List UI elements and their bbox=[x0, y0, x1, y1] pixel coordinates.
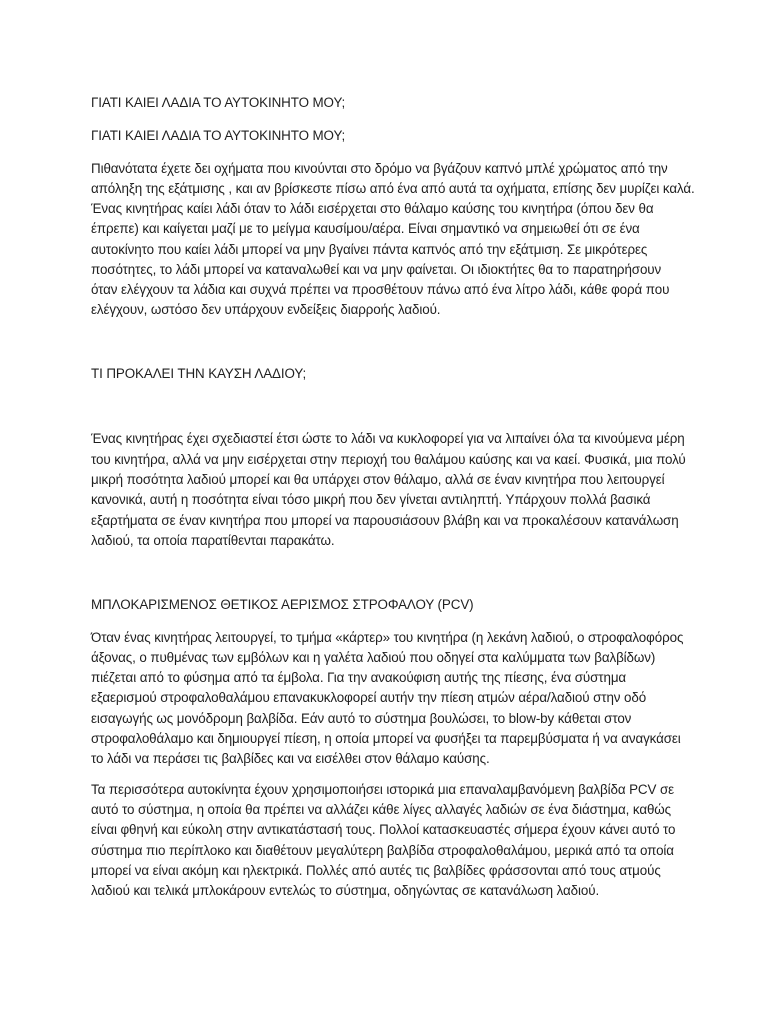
paragraph-line: εισαγωγής ως μονόδρομη βαλβίδα. Εάν αυτό το σύστημα βουλώσει, το blow-by κάθεται στον bbox=[91, 711, 632, 726]
section-heading-causes: ΤΙ ΠΡΟΚΑΛΕΙ ΤΗΝ ΚΑΥΣΗ ΛΑΔΙΟΥ; bbox=[91, 366, 307, 381]
paragraph-line: έπρεπε) και καίγεται μαζί με το μείγμα καυσίμου/αέρα. Είναι σημαντικό να σημειωθεί ότι σε ένα bbox=[91, 221, 640, 236]
paragraph-line: εξαρτήματα σε έναν κινητήρα που μπορεί να παρουσιάσουν βλάβη και να προκαλέσουν κατανάλωση bbox=[91, 513, 679, 528]
section-heading-pcv: ΜΠΛΟΚΑΡΙΣΜΕΝΟΣ ΘΕΤΙΚΟΣ ΑΕΡΙΣΜΟΣ ΣΤΡΟΦΑΛΟΥ (PCV) bbox=[91, 597, 474, 612]
paragraph-line: λαδιού, τα οποία παρατίθενται παρακάτω. bbox=[91, 533, 335, 548]
document-title: ΓΙΑΤΙ ΚΑΙΕΙ ΛΑΔΙΑ ΤΟ ΑΥΤΟΚΙΝΗΤΟ ΜΟΥ; bbox=[91, 95, 346, 110]
paragraph-line: ελέγχουν, ωστόσο δεν υπάρχουν ενδείξεις διαρροής λαδιού. bbox=[91, 302, 441, 317]
paragraph-line: του κινητήρα, αλλά να μην εισέρχεται στην περιοχή του θαλάμου καύσης και να καεί. Φυσικά, μια πολύ bbox=[91, 452, 686, 467]
paragraph-line: Όταν ένας κινητήρας λειτουργεί, το τμήμα «κάρτερ» του κινητήρα (η λεκάνη λαδιού, ο στροφαλοφόρος bbox=[91, 630, 684, 645]
paragraph-line: όταν ελέγχουν τα λάδια και συχνά πρέπει να προσθέτουν πάνω από ένα λίτρο λάδι, κάθε φορά που bbox=[91, 282, 670, 297]
paragraph-line: πιέζεται από το φύσημα από τα έμβολα. Για την ανακούφιση αυτής της πίεσης, ένα σύστημα bbox=[91, 670, 627, 685]
paragraph-line: Τα περισσότερα αυτοκίνητα έχουν χρησιμοποιήσει ιστορικά μια επαναλαμβανόμενη βαλβίδα PCV σε bbox=[91, 782, 674, 797]
paragraph-line: Ένας κινητήρας έχει σχεδιαστεί έτσι ώστε το λάδι να κυκλοφορεί για να λιπαίνει όλα τα κινούμενα μέρη bbox=[91, 431, 685, 446]
paragraph-line: αυτό το σύστημα, η οποία θα πρέπει να αλλάζει κάθε λίγες αλλαγές λαδιών σε ένα διάστημα, καθώς bbox=[91, 802, 672, 817]
paragraph-line: άξονας, ο πυθμένας των εμβόλων και η γαλέτα λαδιού που οδηγεί στα καλύμματα των βαλβίδων) bbox=[91, 650, 656, 665]
paragraph-line: στροφαλοθάλαμο και δημιουργεί πίεση, η οποία μπορεί να φυσήξει τα παρεμβύσματα ή να αναγκάσει bbox=[91, 731, 681, 746]
document-title-repeat: ΓΙΑΤΙ ΚΑΙΕΙ ΛΑΔΙΑ ΤΟ ΑΥΤΟΚΙΝΗΤΟ ΜΟΥ; bbox=[91, 128, 346, 143]
paragraph-line: Πιθανότατα έχετε δει οχήματα που κινούνται στο δρόμο να βγάζουν καπνό μπλέ χρώματος από την bbox=[91, 161, 668, 176]
paragraph-line: κανονικά, αυτή η ποσότητα είναι τόσο μικρή που δεν γίνεται αντιληπτή. Υπάρχουν πολλά βασικά bbox=[91, 492, 651, 507]
paragraph-line: αυτοκίνητο που καίει λάδι μπορεί να μην βγαίνει πάντα καπνός από την εξάτμιση. Σε μικρότερες bbox=[91, 242, 648, 257]
paragraph-line: Ένας κινητήρας καίει λάδι όταν το λάδι εισέρχεται στο θάλαμο καύσης του κινητήρα (όπου δεν θα bbox=[91, 201, 654, 216]
paragraph-line: λαδιού και τελικά μπλοκάρουν εντελώς το σύστημα, οδηγώντας σε κατανάλωση λαδιού. bbox=[91, 883, 600, 898]
paragraph-line: μπορεί να είναι ακόμη και ηλεκτρικά. Πολλές από αυτές τις βαλβίδες φράσσονται από τους ατμούς bbox=[91, 863, 661, 878]
paragraph-line: μικρή ποσότητα λαδιού μπορεί και θα υπάρχει στον θάλαμο, αλλά σε έναν κινητήρα που λειτουργεί bbox=[91, 472, 665, 487]
paragraph-line: εξαερισμού στροφαλοθαλάμου επανακυκλοφορεί αυτήν την πίεση ατμών αέρα/λαδιού στην οδό bbox=[91, 690, 647, 705]
paragraph-line: είναι φθηνή και εύκολη στην αντικατάστασή τους. Πολλοί κατασκευαστές σήμερα έχουν κάνει αυτό το bbox=[91, 822, 676, 837]
paragraph-line: σύστημα πιο περίπλοκο και διαθέτουν μεγαλύτερη βαλβίδα στροφαλοθαλάμου, μερικά από τα οποία bbox=[91, 843, 674, 858]
paragraph-line: απόληξη της εξάτμισης , και αν βρίσκεστε πίσω από ένα από αυτά τα οχήματα, επίσης δεν μυρίζει καλά. bbox=[91, 181, 695, 196]
paragraph-line: το λάδι να περάσει τις βαλβίδες και να εισέλθει στον θάλαμο καύσης. bbox=[91, 751, 490, 766]
paragraph-line: ποσότητες, το λάδι μπορεί να καταναλωθεί και να μην φαίνεται. Οι ιδιοκτήτες θα το παρατηρήσουν bbox=[91, 262, 662, 277]
